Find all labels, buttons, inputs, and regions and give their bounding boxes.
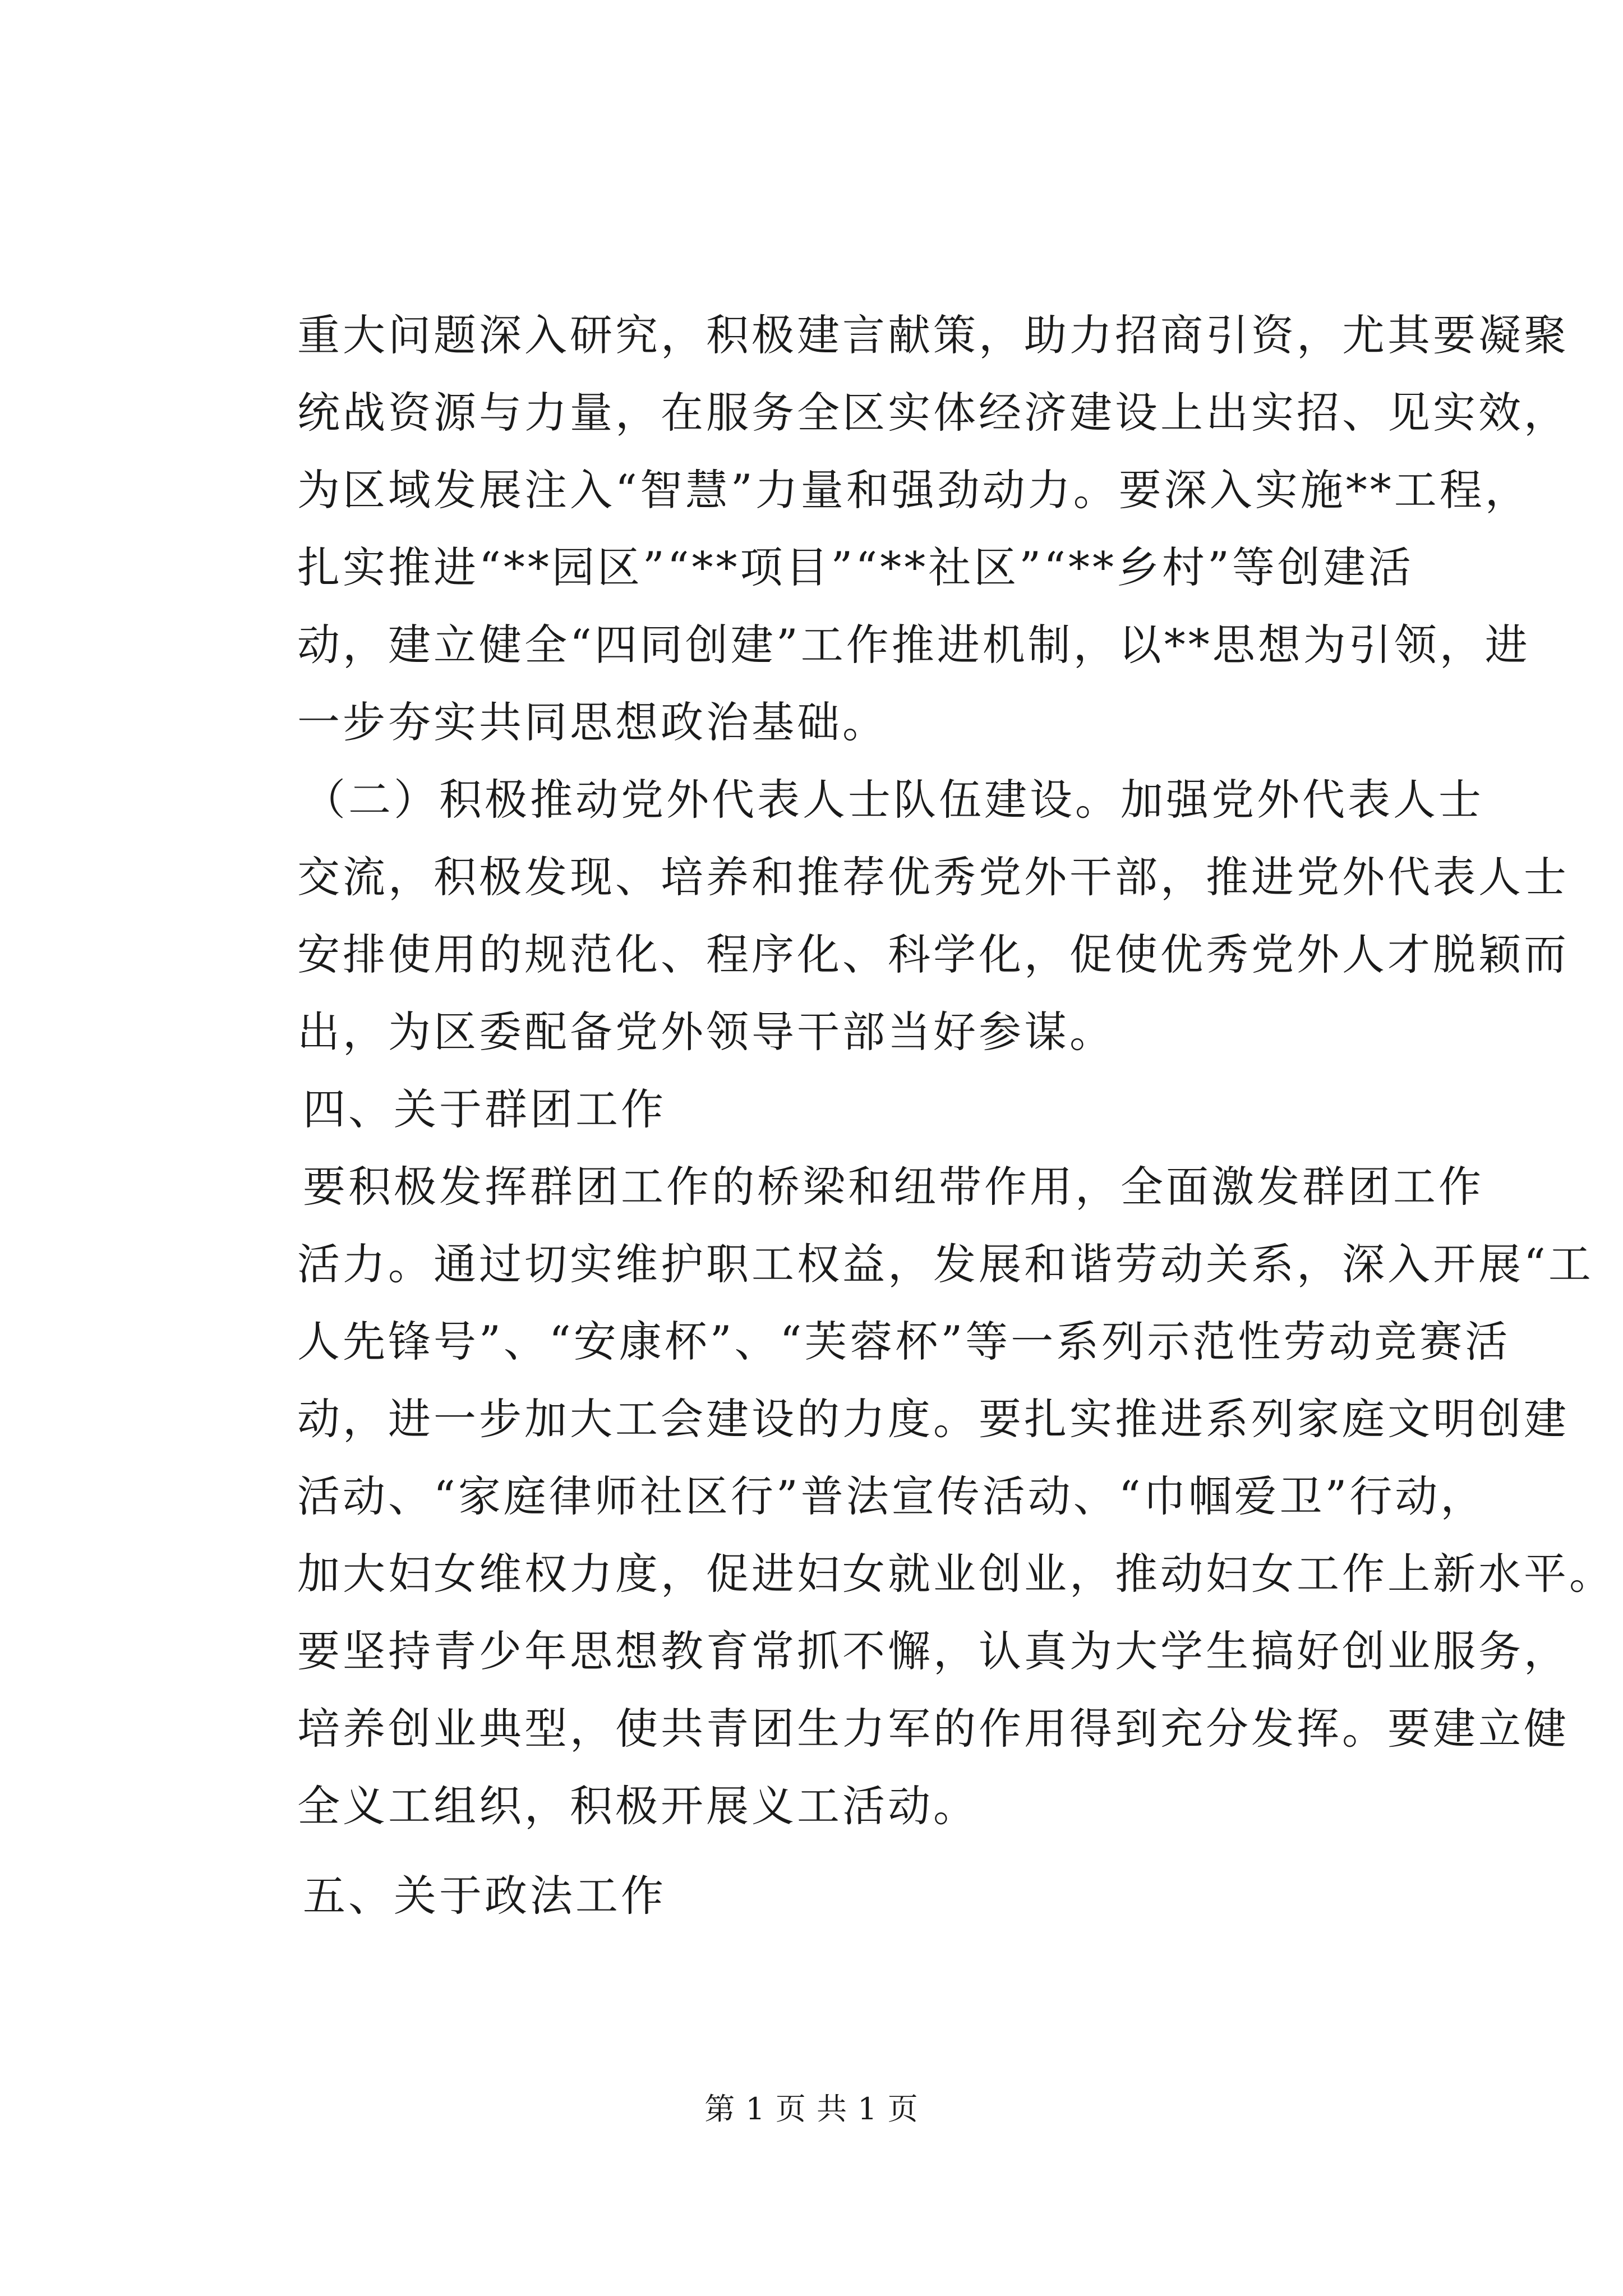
paragraph-line: 安排使用的规范化、程序化、科学化，促使优秀党外人才脱颖而 xyxy=(297,930,1569,979)
paragraph-line: 活力。通过切实维护职工权益，发展和谐劳动关系，深入开展“工 xyxy=(297,1239,1594,1289)
paragraph-line: 交流，积极发现、培养和推荐优秀党外干部，推进党外代表人士 xyxy=(297,852,1569,902)
section-heading-4: 四、关于群团工作 xyxy=(303,1084,666,1134)
paragraph-line: 一步夯实共同思想政治基础。 xyxy=(297,697,888,747)
paragraph-line: 培养创业典型，使共青团生力军的作用得到充分发挥。要建立健 xyxy=(297,1704,1569,1754)
paragraph-line: 扎实推进“**园区”“**项目”“**社区”“**乡村”等创建活 xyxy=(297,542,1414,592)
paragraph-line: 统战资源与力量，在服务全区实体经济建设上出实招、见实效， xyxy=(297,388,1569,438)
paragraph-line: 人先锋号”、“安康杯”、“芙蓉杯”等一系列示范性劳动竞赛活 xyxy=(297,1317,1511,1366)
paragraph-line: 出，为区委配备党外领导干部当好参谋。 xyxy=(297,1007,1115,1057)
paragraph-line: 动，进一步加大工会建设的力度。要扎实推进系列家庭文明创建 xyxy=(297,1394,1569,1444)
paragraph-line: 要积极发挥群团工作的桥梁和纽带作用，全面激发群团工作 xyxy=(303,1162,1484,1212)
paragraph-line: 重大问题深入研究，积极建言献策，助力招商引资，尤其要凝聚 xyxy=(297,310,1569,360)
paragraph-line: 加大妇女维权力度，促进妇女就业创业，推动妇女工作上新水平。 xyxy=(297,1549,1615,1599)
section-heading-2: （二）积极推动党外代表人士队伍建设。加强党外代表人士 xyxy=(303,775,1484,825)
page-number-footer: 第 1 页 共 1 页 xyxy=(704,2091,919,2127)
paragraph-line: 活动、“家庭律师社区行”普法宣传活动、“巾帼爱卫”行动， xyxy=(297,1471,1486,1521)
paragraph-line: 全义工组织，积极开展义工活动。 xyxy=(297,1781,979,1831)
paragraph-line: 要坚持青少年思想教育常抓不懈，认真为大学生搞好创业服务， xyxy=(297,1626,1569,1676)
section-heading-5: 五、关于政法工作 xyxy=(303,1871,666,1921)
paragraph-line: 为区域发展注入“智慧”力量和强劲动力。要深入实施**工程， xyxy=(297,465,1530,515)
paragraph-line: 动，建立健全“四同创建”工作推进机制，以**思想为引领，进 xyxy=(297,620,1530,670)
